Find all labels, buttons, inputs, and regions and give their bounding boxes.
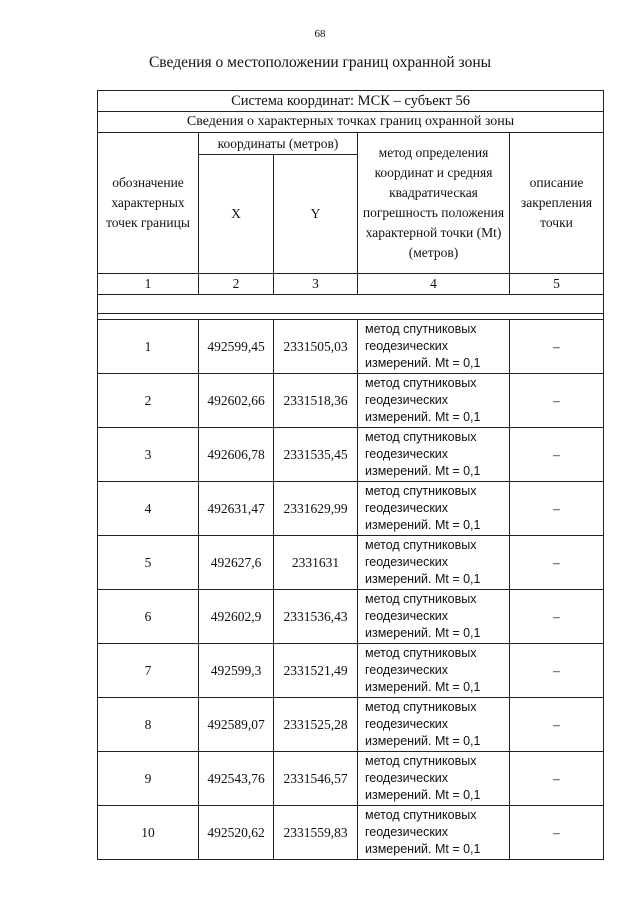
table-row bbox=[98, 806, 604, 860]
y-coordinate-cell: 2331536,43 bbox=[274, 590, 358, 644]
point-id-cell: 6 bbox=[98, 590, 199, 644]
method-cell: метод спутниковых геодезических измерений. Mt = 0,1 bbox=[358, 320, 510, 374]
x-coordinate-cell: 492599,45 bbox=[199, 320, 274, 374]
header-row bbox=[98, 133, 604, 155]
x-coordinate-cell: 492602,66 bbox=[199, 374, 274, 428]
column-number: 2 bbox=[199, 274, 274, 295]
empty-cell bbox=[98, 295, 604, 314]
table-row bbox=[98, 752, 604, 806]
description-cell: – bbox=[510, 752, 604, 806]
method-cell: метод спутниковых геодезических измерений. Mt = 0,1 bbox=[358, 752, 510, 806]
point-id-cell: 3 bbox=[98, 428, 199, 482]
point-id-cell: 2 bbox=[98, 374, 199, 428]
section-title-cell: Сведения о характерных точках границ охранной зоны bbox=[98, 112, 604, 133]
y-coordinate-cell: 2331505,03 bbox=[274, 320, 358, 374]
method-cell: метод спутниковых геодезических измерений. Mt = 0,1 bbox=[358, 374, 510, 428]
header-description: описание закрепления точки bbox=[510, 133, 604, 274]
point-id-cell: 8 bbox=[98, 698, 199, 752]
header-y: Y bbox=[274, 155, 358, 274]
coordinate-system-row bbox=[98, 91, 604, 112]
x-coordinate-cell: 492631,47 bbox=[199, 482, 274, 536]
description-cell: – bbox=[510, 482, 604, 536]
point-id-cell: 1 bbox=[98, 320, 199, 374]
description-cell: – bbox=[510, 320, 604, 374]
point-id-cell: 9 bbox=[98, 752, 199, 806]
section-title-row bbox=[98, 112, 604, 133]
column-numbers-row bbox=[98, 274, 604, 295]
table-row bbox=[98, 536, 604, 590]
x-coordinate-cell: 492627,6 bbox=[199, 536, 274, 590]
table-row bbox=[98, 590, 604, 644]
x-coordinate-cell: 492602,9 bbox=[199, 590, 274, 644]
y-coordinate-cell: 2331629,99 bbox=[274, 482, 358, 536]
y-coordinate-cell: 2331559,83 bbox=[274, 806, 358, 860]
method-cell: метод спутниковых геодезических измерений. Mt = 0,1 bbox=[358, 428, 510, 482]
table-row bbox=[98, 698, 604, 752]
column-number: 5 bbox=[510, 274, 604, 295]
y-coordinate-cell: 2331546,57 bbox=[274, 752, 358, 806]
table-row bbox=[98, 320, 604, 374]
description-cell: – bbox=[510, 806, 604, 860]
description-cell: – bbox=[510, 428, 604, 482]
page-number: 68 bbox=[314, 28, 326, 40]
x-coordinate-cell: 492589,07 bbox=[199, 698, 274, 752]
description-cell: – bbox=[510, 590, 604, 644]
y-coordinate-cell: 2331525,28 bbox=[274, 698, 358, 752]
method-cell: метод спутниковых геодезических измерений. Mt = 0,1 bbox=[358, 482, 510, 536]
x-coordinate-cell: 492599,3 bbox=[199, 644, 274, 698]
empty-row bbox=[98, 295, 604, 314]
method-cell: метод спутниковых геодезических измерений. Mt = 0,1 bbox=[358, 644, 510, 698]
point-id-cell: 5 bbox=[98, 536, 199, 590]
coordinate-system-cell: Система координат: МСК – субъект 56 bbox=[98, 91, 604, 112]
point-id-cell: 10 bbox=[98, 806, 199, 860]
table-row bbox=[98, 428, 604, 482]
header-coordinates-group: координаты (метров) bbox=[199, 133, 358, 155]
header-method: метод определения координат и средняя квадратическая погрешность положения характерной точки (Mt) (метров) bbox=[358, 133, 510, 274]
y-coordinate-cell: 2331518,36 bbox=[274, 374, 358, 428]
boundary-points-table bbox=[97, 90, 604, 860]
column-number: 1 bbox=[98, 274, 199, 295]
column-number: 4 bbox=[358, 274, 510, 295]
point-id-cell: 7 bbox=[98, 644, 199, 698]
table-row bbox=[98, 482, 604, 536]
x-coordinate-cell: 492520,62 bbox=[199, 806, 274, 860]
method-cell: метод спутниковых геодезических измерений. Mt = 0,1 bbox=[358, 806, 510, 860]
y-coordinate-cell: 2331521,49 bbox=[274, 644, 358, 698]
table-row bbox=[98, 644, 604, 698]
document-title: Сведения о местоположении границ охранной зоны bbox=[148, 54, 492, 71]
description-cell: – bbox=[510, 374, 604, 428]
description-cell: – bbox=[510, 536, 604, 590]
x-coordinate-cell: 492543,76 bbox=[199, 752, 274, 806]
header-point-designation: обозначение характерных точек границы bbox=[98, 133, 199, 274]
x-coordinate-cell: 492606,78 bbox=[199, 428, 274, 482]
method-cell: метод спутниковых геодезических измерений. Mt = 0,1 bbox=[358, 590, 510, 644]
description-cell: – bbox=[510, 644, 604, 698]
method-cell: метод спутниковых геодезических измерений. Mt = 0,1 bbox=[358, 698, 510, 752]
header-x: X bbox=[199, 155, 274, 274]
table-row bbox=[98, 374, 604, 428]
column-number: 3 bbox=[274, 274, 358, 295]
description-cell: – bbox=[510, 698, 604, 752]
y-coordinate-cell: 2331535,45 bbox=[274, 428, 358, 482]
method-cell: метод спутниковых геодезических измерений. Mt = 0,1 bbox=[358, 536, 510, 590]
y-coordinate-cell: 2331631 bbox=[274, 536, 358, 590]
point-id-cell: 4 bbox=[98, 482, 199, 536]
